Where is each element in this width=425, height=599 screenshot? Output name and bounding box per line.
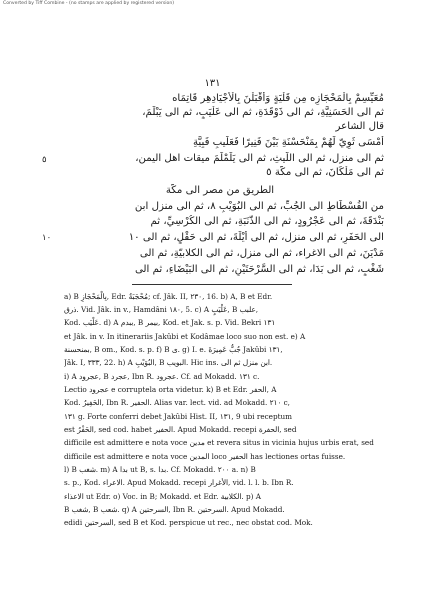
route-line: بَنْدَقَةَ، ثم الى عَجْرُودٍ، ثم الى الذَّنَبَةِ، ثم الى الكُرْسِيِّ، ثم: [150, 216, 384, 227]
route-line: شَغْبٍ، ثم الى بَدَا، ثم الى السَّرْحَتَيْنِ، ثم الى البَيْضَاءِ، ثم الى: [134, 264, 384, 275]
footnote-line: difficile est admittere e nota voce مدين et revera situs in vicinia hujus urbis erat, sed: [64, 438, 374, 447]
line-number: ١٠: [42, 233, 52, 243]
footnote-line: i) A عجرود, B عجرد, Ibn R. عجرود. Cf. ad Mokadd. ١٣١ c.: [64, 372, 260, 381]
footnote-line: Kod. الحَفِيرُ, Ibn R. الحفير. Alias var. lect. vid. ad Mokadd. ٢١٠ c,: [64, 398, 290, 407]
verse-line: ثم الى الحَسَنِيَّةِ، ثم الى ذَوْقَدَةِ، ثم الى عَلْيَبٍ، ثم الى يَبْلَمَ،: [142, 107, 384, 118]
footnote-line: Kod. عَلْيَب. d) A ببدم, B بيمر, Kod. et Jak. s. p. Vid. Bekri ١٣١: [64, 318, 276, 327]
page-number: ١٣١: [204, 78, 221, 89]
footnote-line: edidi السرحتين, sed B et Kod. perspicue ut rec., nec obstat cod. Mok.: [64, 518, 313, 527]
footnote-divider: [132, 284, 292, 285]
converter-banner: Converted by Tiff Combine - (no stamps are applied by registered version): [3, 1, 175, 6]
footnote-line: B شغب, B شعب. q) A السرحتين, Ibn R. السرحتين. Apud Mokadd.: [64, 505, 285, 514]
footnote-line: الاعذاء ut Edr. o) Voc. in B; Mokadd. et Edr. الكلابية. p) A: [64, 492, 261, 501]
verse-line: ثم الى منزل، ثم الى اللَّيثِ، ثم الى يَلَمْلَمَ ميقات اهل اليمن،: [135, 153, 384, 164]
section-heading: الطريق من مصر الى مكّة: [165, 185, 275, 196]
footnote-line: ١٣١ g. Forte conferri debet Jakûbi Hist. II, ١٣١, 9 ubi receptum: [64, 412, 293, 421]
footnote-line: est الحَفْرُ, sed cod. habet الحفير. Apud Mokadd. recepi الحفرة, sed: [64, 425, 297, 434]
footnote-line: s. p., Kod. الاعراء. Apud Mokadd. recepi الأغرار, vid. l. l. b. Ibn R.: [64, 478, 294, 487]
footnote-line: بمنحسنة, B om., Kod. s. p. f) B ى. g) I. e. جُبُّ عَمِيرَةَ Jakûbi ١٣١,: [64, 345, 283, 354]
footnote-line: Jâk. I, ٣٣٣, 22. h) A البُوَيْبِ, B البويب. Hic ins. ابن منزل ثم الى.: [64, 358, 273, 367]
poet-heading: قال الشاعر: [335, 121, 384, 132]
line-number: ٥: [42, 155, 47, 165]
verse-line: مُعَيِّسِمْ بِالْمَحْجَازِه مِن قَلْيَةٍ وَأَقْبَلْنَ بِالْأَجْيَادِهِر قَاتِمَاه: [172, 93, 384, 104]
footnote-line: et Jâk. in v. In itinerariis Jakûbi et Kodâmae loco suo non est. e) A: [64, 332, 306, 341]
route-line: من الفُسْطَاطِ الى الجُبِّ، ثم الى البُوَيْبِ ٨، ثم الى منزل ابن: [134, 201, 384, 212]
footnote-line: l) B شغب. m) A بدا ut B, s. بدا. Cf. Mokadd. ٢٠٠ a. n) B: [64, 465, 256, 474]
verse-line: ثم الى مَلْكَانَ، ثم الى مكّة ٥: [266, 167, 384, 178]
route-line: مَدْيَنَ، ثم الى الاغراء، ثم الى منزل، ثم الى الكلابيّةِ، ثم الى: [139, 248, 384, 259]
verse-line: أَمْسَى ثَوِيّ لَهُمْ بِمَنْحَسْنَةِ بَيْنَ فَنِيرًا فَعَلَيبِ فَبِيَّةِ: [192, 137, 384, 148]
route-line: الى الحَفَرِ، ثم الى منزل، ثم الى أَيْلَةَ، ثم الى حَقْلٍ، ثم الى ١٠: [128, 232, 384, 243]
footnote-line: ذرق. Vid. Jâk. in v., Hamdâni ١٨٠, 5. c) A عَلْيَبٍ, B علبب,: [64, 305, 259, 314]
footnote-line: difficile est admittere e nota voce المدين loco الحفير has lectiones ortas fuisse.: [64, 452, 346, 461]
footnote-line: a) B بِالْمَحْجَازِ, Edr. مُحْجَبَةٌ; cf. Jâk. II, ٢٣٠, 16. b) A, B et Edr.: [64, 292, 273, 301]
footnote-line: Lectio عجرود e corruptela orta videtur. k) B et Edr. الحفر, A: [64, 385, 277, 394]
